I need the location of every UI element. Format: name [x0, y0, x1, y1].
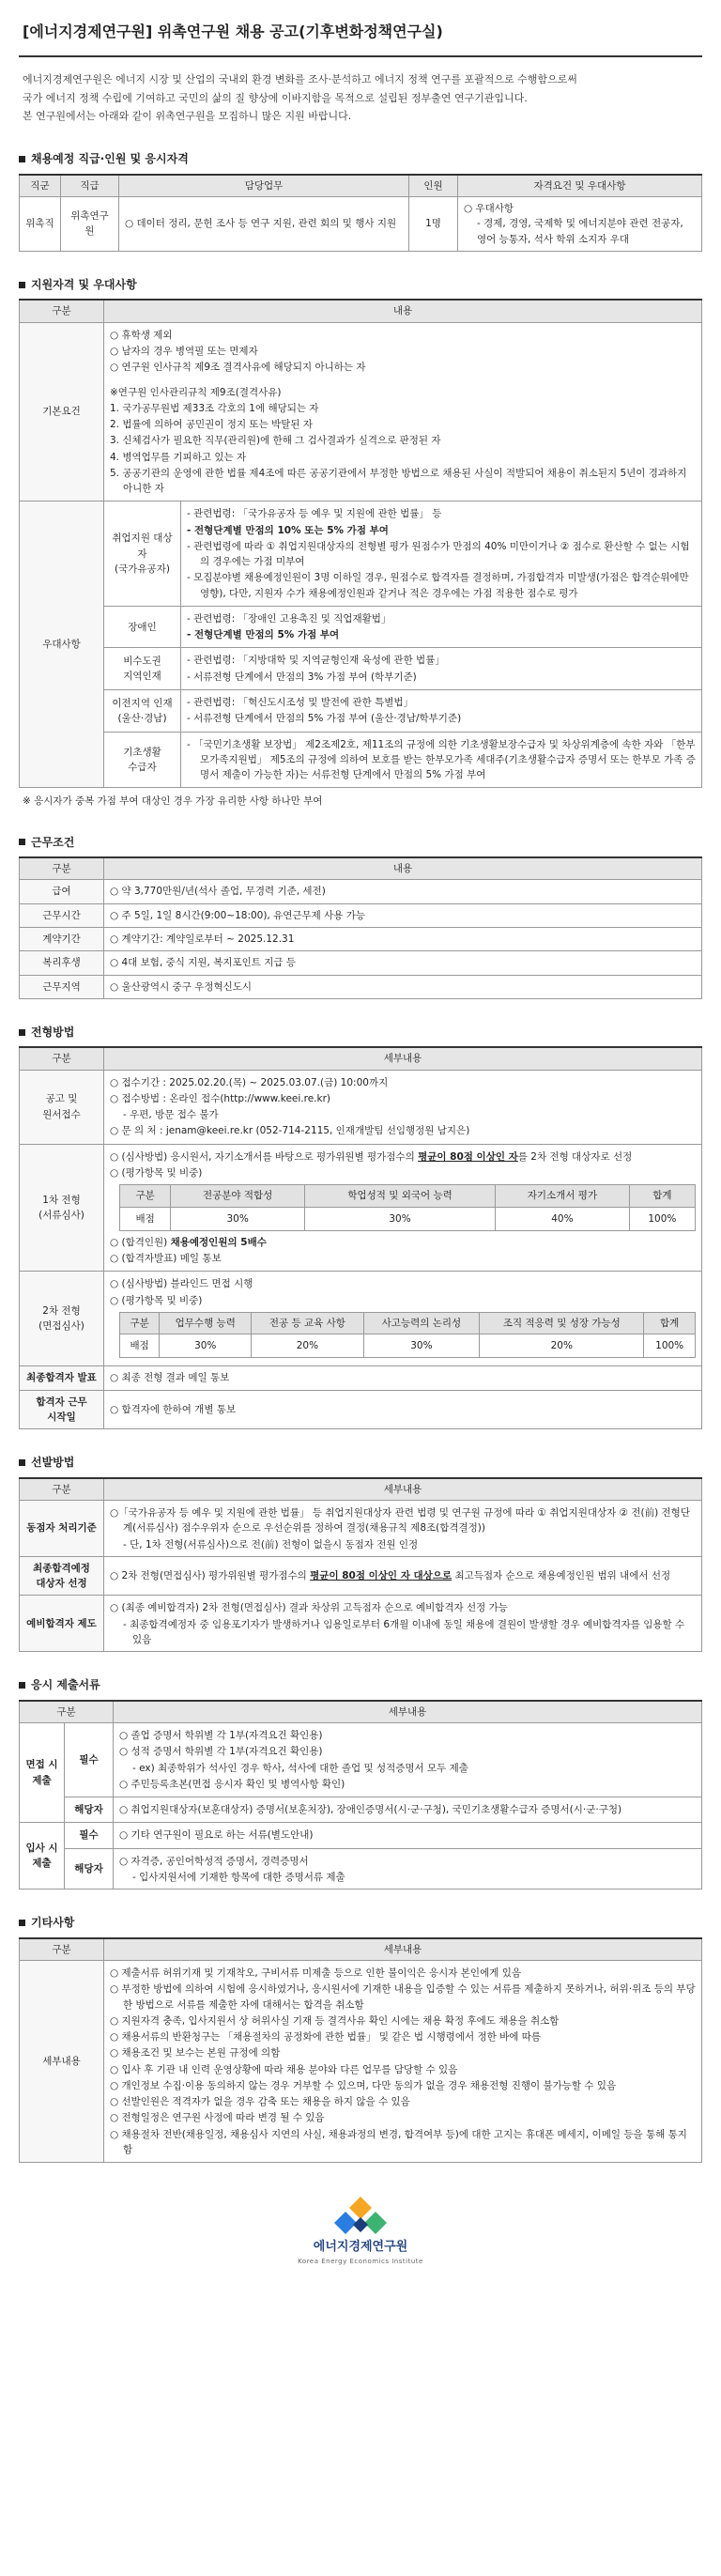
selection-table: 구분 세부내용 동점자 처리기준 ○「국가유공자 등 예우 및 지원에 관한 법률」 등 취업지원대상자 관련 법령 및 연구원 규정에 따라 ① 취업지원대상자 ② 전(前) 전형단계(서류심사) 점수우위자 순으로 우선순위를 정하여 결정(채용규칙 제8조(합격결정)) - 단, 1차 전형(서류심사)으로 전(前) 전형이 없을시 동점자 전원 인정 최종합격예정 대상자 선정 ○ 2차 전형(면접심사) 평가위원별 평가점수의 평균이 80점 이상인 자 대상으로 최고득점자 순으로 채용예정인원 범위 내에서 선정 예비합격자 제도 ○ (최종 예비합격자) 2차 전형(면접심사) 결과 차상위 고득점자 순으로 예비합격자 선정 가능 - 최종합격예정자 중 임용포기자가 발생하거나 임용일로부터 6개월 이내에 동일 채용에 결원이 발생할 경우 예비합격자를 임용할 수 있음	[19, 1477, 702, 1652]
round2-weight-table: 구분 업무수행 능력 전공 등 교육 사항 사고능력의 논리성 조직 적응력 및 성장 가능성 합계 배점 30% 20% 30% 20% 100%	[119, 1312, 696, 1359]
preference-welfare: - 「국민기초생활 보장법」 제2조제2호, 제11조의 규정에 의한 기초생활보장수급자 및 차상위계층에 속한 자와 「한부모가족지원법」 제5조의 규정에 의하여 보호를 받는 한부모가족 세대주(기초생활수급자 증명서 또는 한부모 가족 증명서 제출이 가능한 자)는 서류전형 단계에서 만점의 5% 가점 부여	[181, 732, 702, 788]
keei-logo-icon	[334, 2195, 387, 2236]
preference-veterans: - 관련법령: 「국가유공자 등 예우 및 지원에 관한 법률」 등 - 전형단계별 만점의 10% 또는 5% 가점 부여 - 관련법령에 따라 ① 취업지원대상자의 전형별 평가 원점수가 만점의 40% 미만이거나 ② 점수로 환산할 수 없는 시험의 경우에는 가점 미부여 - 모집분야별 채용예정인원이 3명 이하일 경우, 원점수로 합격자를 결정하며, 가점합격자 미발생(가점은 합격순위에만 영향), 다만, 지원자 수가 채용예정인원과 같거나 적은 경우에는 가점 적용한 점수로 평가	[181, 501, 702, 607]
square-bullet-icon	[19, 1029, 25, 1036]
eligibility-table: 구분 내용 기본요건 ○ 휴학생 제외 ○ 남자의 경우 병역필 또는 면제자 ○ 연구원 인사규칙 제9조 결격사유에 해당되지 아니하는 자 ※연구원 인사관리규칙 제9조(결격사유) 1. 국가공무원법 제33조 각호의 1에 해당되는 자 2. 법률에 의하여 공민권이 정지 또는 박탈된 자 3. 신체검사가 필요한 직무(관리원)에 한해 그 검사결과가 실격으로 판정된 자 4. 병역업무를 기피하고 있는 자 5. 공공기관의 운영에 관한 법률 제4조에 따른 공공기관에서 부정한 방법으로 채용된 사실이 적발되어 채용이 취소된지 5년이 경과하지 아니한 자 우대사항 취업지원 대상자 (국가유공자) - 관련법령: 「국가유공자 등 예우 및 지원에 관한 법률」 등 - 전형단계별 만점의 10% 또는 5% 가점 부여 - 관련법령에 따라 ① 취업지원대상자의 전형별 평가 원점수가 만점의 40% 미만이거나 ② 점수로 환산할 수 없는 시험의 경우에는 가점 미부여 - 모집분야별 채용예정인원이 3명 이하일 경우, 원점수로 합격자를 결정하며, 가점합격자 미발생(가점은 합격순위에만 영향), 다만, 지원자 수가 채용예정인원과 같거나 적은 경우에는 가점 적용한 점수로 평가 장애인 - 관련법령: 「장애인 고용촉진 및 직업재활법」 - 전형단계별 만점의 5% 가점 부여 비수도권 지역인재 - 관련법령: 「지방대학 및 지역균형인재 육성에 관한 법률」 - 서류전형 단계에서 만점의 3% 가점 부여 (학부기준) 이전지역 인재 (울산·경남) - 관련법령: 「혁신도시조성 및 발전에 관한 특별법」 - 서류전형 단계에서 만점의 5% 가점 부여 (울산·경남/학부기준) 기초생활 수급자 - 「국민기초생활 보장법」 제2조제2호, 제11조의 규정에 의한 기초생활보장수급자 및 차상위계층에 속한 자와 「한부모가족지원법」 제5조의 규정에 의하여 보호를 받는 한부모가족 세대주(기초생활수급자 증명서 또는 한부모 가족 증명서 제출이 가능한 자)는 서류전형 단계에서 만점의 5% 가점 부여	[19, 299, 702, 788]
job-requirements: ○ 우대사항 - 경제, 경영, 국제학 및 에너지분야 관련 전공자, 영어 능통자, 석사 학위 소지자 우대	[458, 197, 702, 252]
square-bullet-icon	[19, 1682, 25, 1689]
square-bullet-icon	[19, 1920, 25, 1926]
basic-label: 기본요건	[20, 322, 104, 501]
section-conditions	[19, 834, 702, 999]
conditions-table: 구분 내용 급여 ○ 약 3,770만원/년(석사 졸업, 무경력 기준, 세전) 근무시간 ○ 주 5일, 1일 8시간(9:00~18:00), 유연근무제 사용 가능 계약기간 ○ 계약기간: 계약일로부터 ~ 2025.12.31 복리후생 ○ 4대 보험, 중식 지원, 복지포인트 지급 등 근무지역 ○ 울산광역시 중구 우정혁신도시	[19, 856, 702, 999]
section-positions	[19, 150, 702, 252]
section-title: 채용예정 직급·인원 및 응시자격	[19, 150, 702, 168]
notice-details: ○ 접수기간 : 2025.02.20.(목) ~ 2025.03.07.(금) 10:00까지 ○ 접수방법 : 온라인 접수(http://www.keei.re.kr) - 우편, 방문 접수 불가 ○ 문 의 처 : jenam@keei.re.kr (052-714-2115, 인재개발팀 선임행정원 남지은)	[104, 1070, 702, 1144]
round2-details: ○ (심사방법) 블라인드 면접 시행 ○ (평가항목 및 비중) 구분 업무수행 능력 전공 등 교육 사항 사고능력의 논리성 조직 적응력 및 성장 가능성 합계 배점 30% 20% 30% 20% 100%	[104, 1272, 702, 1366]
preference-label: 우대사항	[20, 501, 104, 788]
preference-disabled: - 관련법령: 「장애인 고용촉진 및 직업재활법」 - 전형단계별 만점의 5% 가점 부여	[181, 606, 702, 648]
basic-requirements: ○ 휴학생 제외 ○ 남자의 경우 병역필 또는 면제자 ○ 연구원 인사규칙 제9조 결격사유에 해당되지 아니하는 자 ※연구원 인사관리규칙 제9조(결격사유) 1. 국가공무원법 제33조 각호의 1에 해당되는 자 2. 법률에 의하여 공민권이 정지 또는 박탈된 자 3. 신체검사가 필요한 직무(관리원)에 한해 그 검사결과가 실격으로 판정된 자 4. 병역업무를 기피하고 있는 자 5. 공공기관의 운영에 관한 법률 제4조에 따른 공공기관에서 부정한 방법으로 채용된 사실이 적발되어 채용이 취소된지 5년이 경과하지 아니한 자	[104, 322, 702, 501]
square-bullet-icon	[19, 282, 25, 288]
section-other	[19, 1914, 702, 2163]
intro-line: 에너지경제연구원은 에너지 시장 및 산업의 국내외 환경 변화를 조사·분석하고 에너지 정책 연구를 포괄적으로 수행함으로써	[23, 72, 577, 85]
positions-table: 직군 직급 담당업무 인원 자격요건 및 우대사항 위촉직 위촉연구원 ○ 데이터 정리, 문헌 조사 등 연구 지원, 관련 회의 및 행사 지원 1명 ○ 우대사항 - 경제, 경영, 국제학 및 에너지분야 관련 전공자, 영어 능통자, 석사 학위 소지자 우대	[19, 174, 702, 252]
square-bullet-icon	[19, 1459, 25, 1466]
page-title: [에너지경제연구원] 위촉연구원 채용 공고(기후변화정책연구실)	[19, 15, 702, 57]
section-documents	[19, 1676, 702, 1890]
round1-weight-table: 구분 전공분야 적합성 학업성적 및 외국어 능력 자기소개서 평가 합계 배점 30% 30% 40% 100%	[119, 1184, 696, 1231]
square-bullet-icon	[19, 839, 25, 845]
intro	[19, 70, 702, 126]
round1-details: ○ (심사방법) 응시원서, 자기소개서를 바탕으로 평가위원별 평가점수의 평균이 80점 이상인 자를 2차 전형 대상자로 선정 ○ (평가항목 및 비중) 구분 전공분야 적합성 학업성적 및 외국어 능력 자기소개서 평가 합계 배점 30% 30% 40% 100% ○ (합격인원) 채용예정인원의 5배수 ○ (합격자발표) 메일 통보	[104, 1144, 702, 1272]
section-title: 기타사항	[19, 1914, 702, 1932]
documents-table: 구분 세부내용 면접 시 제출 필수 ○ 졸업 증명서 학위별 각 1부(자격요건 확인용) ○ 성적 증명서 학위별 각 1부(자격요건 확인용) - ex) 최종학위가 석사인 경우 학사, 석사에 대한 졸업 및 성적증명서 모두 제출 ○ 주민등록초본(면접 응시자 확인 및 병역사항 확인) 해당자 ○ 취업지원대상자(보훈대상자) 증명서(보훈처장), 장애인증명서(시·군·구청), 국민기초생활수급자 증명서(시·군·구청) 입사 시 제출 필수 ○ 기타 연구원이 필요로 하는 서류(별도안내) 해당자 ○ 자격증, 공인어학성적 증명서, 경력증명서 - 입사지원서에 기재한 항목에 대한 증명서류 제출	[19, 1700, 702, 1890]
logo-english-name: Korea Energy Economics Institute	[298, 2258, 423, 2266]
intro-line: 본 연구원에서는 아래와 같이 위촉연구원을 모집하니 많은 지원 바랍니다.	[23, 110, 352, 123]
preference-regional: - 관련법령: 「지방대학 및 지역균형인재 육성에 관한 법률」 - 서류전형 단계에서 만점의 3% 가점 부여 (학부기준)	[181, 648, 702, 690]
eligibility-note: ※ 응시자가 중복 가점 부여 대상인 경우 가장 유리한 사항 하나만 부여	[23, 795, 323, 808]
job-count: 1명	[409, 197, 458, 252]
section-title: 근무조건	[19, 834, 702, 852]
section-title: 지원자격 및 우대사항	[19, 276, 702, 294]
section-eligibility	[19, 276, 702, 810]
square-bullet-icon	[19, 156, 25, 162]
preference-relocation: - 관련법령: 「혁신도시조성 및 발전에 관한 특별법」 - 서류전형 단계에서 만점의 5% 가점 부여 (울산·경남/학부기준)	[181, 690, 702, 733]
logo-name: 에너지경제연구원	[313, 2240, 408, 2255]
intro-line: 국가 에너지 정책 수립에 기여하고 국민의 삶의 질 향상에 이바지함을 목적으로 설립된 정부출연 연구기관입니다.	[23, 91, 528, 104]
institute-logo	[19, 2195, 702, 2267]
section-title: 선발방법	[19, 1454, 702, 1472]
job-duty: ○ 데이터 정리, 문헌 조사 등 연구 지원, 관련 회의 및 행사 지원	[119, 197, 409, 252]
other-table: 구분 세부내용 세부내용 ○ 제출서류 허위기재 및 기재착오, 구비서류 미제출 등으로 인한 불이익은 응시자 본인에게 있음 ○ 부정한 방법에 의하여 시험에 응시하였거나, 응시원서에 기재한 내용을 입증할 수 있는 서류를 제출하지 못하거나, 허위·위조 등의 부당한 방법으로 서류를 제출한 자에 대해서는 합격을 취소함 ○ 지원자격 충족, 입사지원서 상 허위사실 기재 등 결격사유 확인 시에는 채용 확정 후에도 채용을 취소함 ○ 채용서류의 반환청구는 「채용절차의 공정화에 관한 법률」 및 같은 법 시행령에서 정한 바에 따름 ○ 채용조건 및 보수는 본원 규정에 의함 ○ 입사 후 기관 내 인력 운영상황에 따라 채용 분야와 다른 업무를 담당할 수 있음 ○ 개인정보 수집·이용 동의하지 않는 경우 거부할 수 있으며, 다만 동의가 없을 경우 채용전형 진행이 불가능할 수 있음 ○ 선발인원은 적격자가 없을 경우 감축 또는 채용을 하지 않을 수 있음 ○ 전형일정은 연구원 사정에 따라 변경 될 수 있음 ○ 채용절차 전반(채용일정, 채용심사 지연의 사실, 채용과정의 변경, 합격여부 등)에 대한 고지는 휴대폰 메세지, 이메일 등을 통해 통지함	[19, 1937, 702, 2163]
process-table: 구분 세부내용 공고 및 원서접수 ○ 접수기간 : 2025.02.20.(목) ~ 2025.03.07.(금) 10:00까지 ○ 접수방법 : 온라인 접수(http://www.keei.re.kr) - 우편, 방문 접수 불가 ○ 문 의 처 : jenam@keei.re.kr (052-714-2115, 인재개발팀 선임행정원 남지은) 1차 전형 (서류심사) ○ (심사방법) 응시원서, 자기소개서를 바탕으로 평가위원별 평가점수의 평균이 80점 이상인 자를 2차 전형 대상자로 선정 ○ (평가항목 및 비중) 구분 전공분야 적합성 학업성적 및 외국어 능력 자기소개서 평가 합계 배점 30% 30% 40% 100% ○ (합격인원) 채용예정인원의 5배수 ○ (합격자발표) 메일 통보 2차 전형 (면접심사) ○ (심사방법) 블라인드 면접 시행 ○ (평가항목 및 비중) 구분 업무수행 능력 전공 등 교육 사항 사고능력의 논리성 조직 적응력 및 성장 가능성 합계 배점 30% 20% 30% 20% 100% 최종합격자 발표 ○ 최종 전형 결과 메일 통보 합격자 근무 시작일 ○ 합격자에 한하여 개별 통보	[19, 1046, 702, 1429]
section-selection-method	[19, 1454, 702, 1652]
job-rank: 위촉연구원	[61, 197, 119, 252]
section-selection-process	[19, 1024, 702, 1429]
job-group: 위촉직	[20, 197, 61, 252]
section-title: 전형방법	[19, 1024, 702, 1041]
section-title: 응시 제출서류	[19, 1676, 702, 1694]
